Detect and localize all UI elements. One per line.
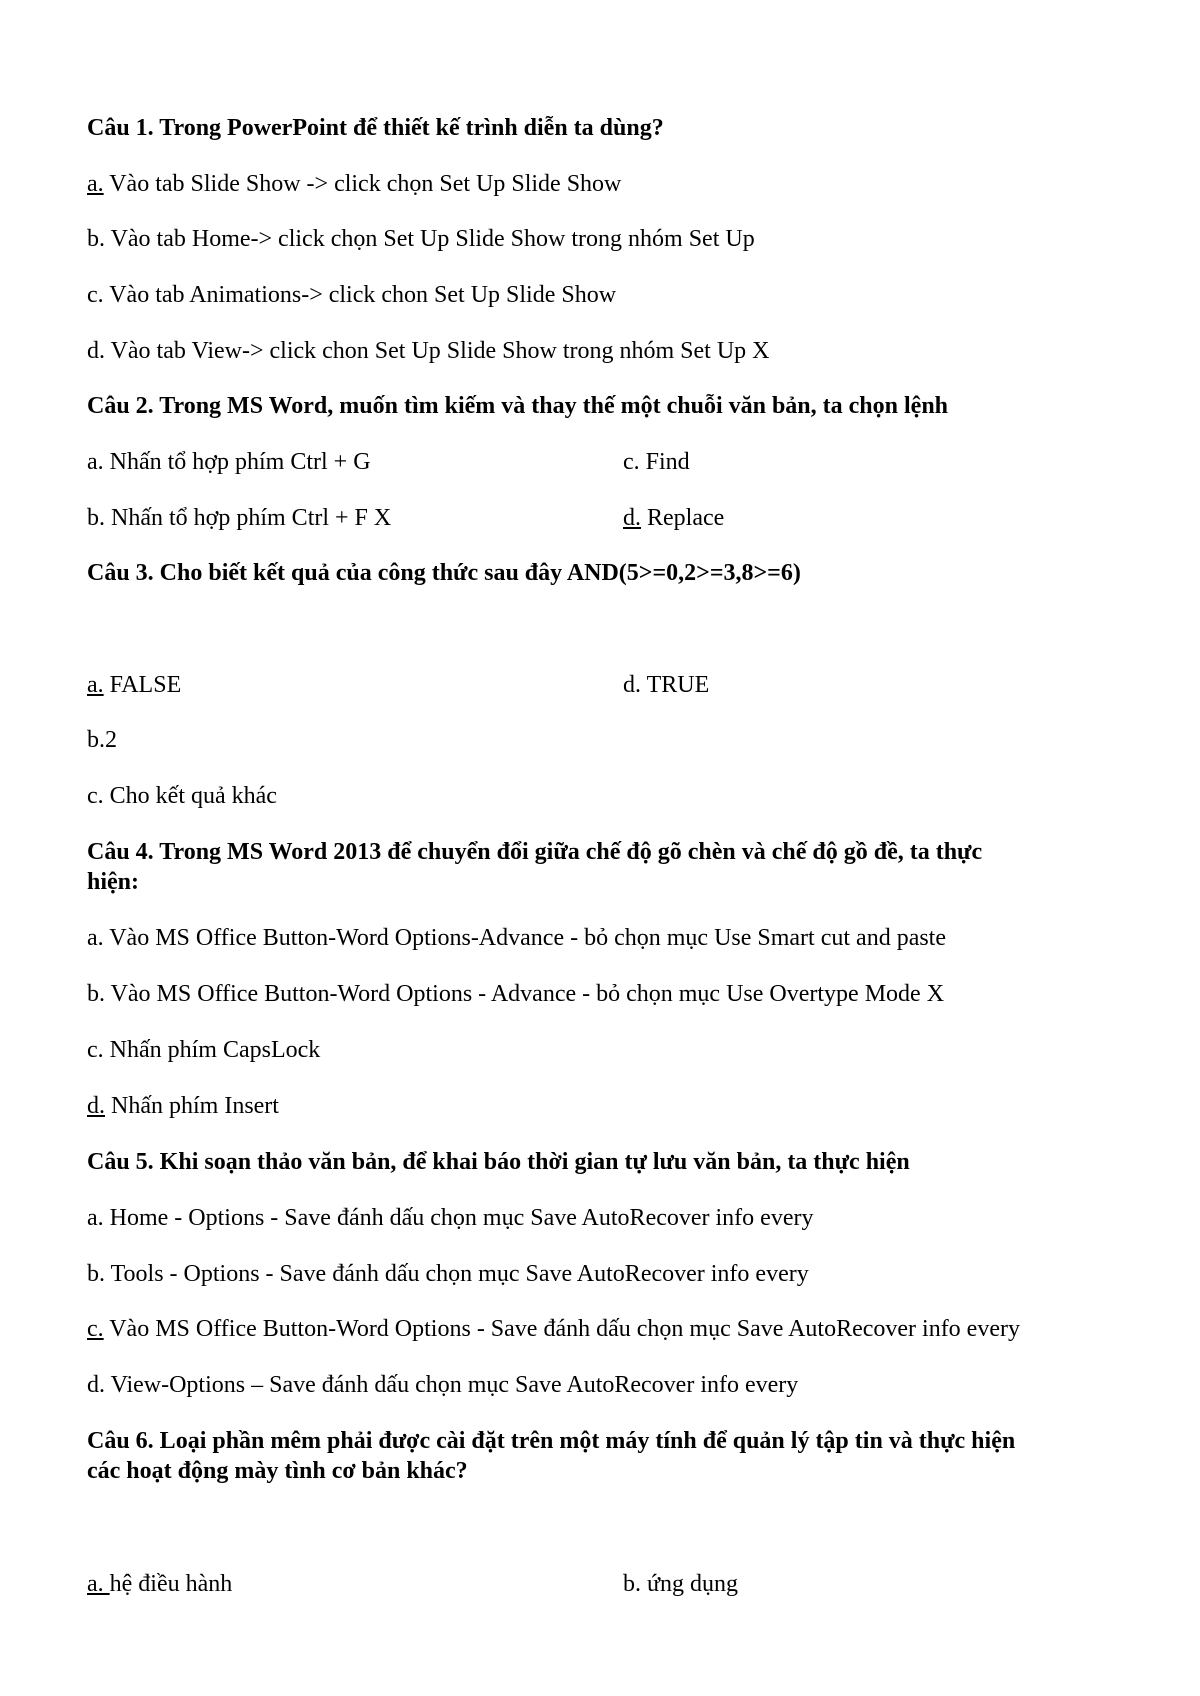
q5-option-b	[87, 1259, 809, 1289]
option-letter: d.	[87, 1372, 105, 1398]
question-3-title: Câu 3. Cho biết kết quả của công thức sau đây AND(5>=0,2>=3,8>=6)	[87, 560, 801, 586]
option-letter: c.	[87, 1037, 104, 1063]
q4-option-b	[87, 979, 944, 1009]
q1-option-c	[87, 280, 616, 310]
option-letter: b.	[87, 1261, 105, 1287]
option-letter: a.	[87, 1571, 110, 1597]
option-letter: d.	[87, 1093, 105, 1119]
option-text: Replace	[641, 505, 725, 531]
option-text: Nhấn phím CapsLock	[103, 1037, 321, 1063]
option-text: Home - Options - Save đánh dấu chọn mục Save AutoRecover info every	[103, 1205, 814, 1231]
q1-option-a	[87, 169, 621, 199]
option-letter: d.	[87, 338, 105, 364]
option-text: Vào tab View-> click chon Set Up Slide Show trong nhóm Set Up X	[105, 338, 770, 364]
q5-option-c	[87, 1314, 1020, 1344]
option-letter: d.	[623, 672, 641, 698]
option-text: Nhấn phím Insert	[105, 1093, 279, 1119]
question-4-title-line-1: Câu 4. Trong MS Word 2013 để chuyển đổi giữa chế độ gõ chèn và chế độ gồ đề, ta thực	[87, 839, 983, 865]
question-4-title-line-2: hiện:	[87, 869, 140, 895]
q3-option-a	[87, 670, 181, 700]
option-letter: c.	[87, 282, 104, 308]
option-letter: c.	[87, 1316, 104, 1342]
q1-option-b	[87, 224, 755, 254]
q4-option-a	[87, 923, 946, 953]
option-letter: b.	[87, 226, 105, 252]
option-letter: b.	[87, 505, 105, 531]
option-text: Vào tab Home-> click chọn Set Up Slide Show trong nhóm Set Up	[105, 226, 755, 252]
option-text: Cho kết quả khác	[103, 783, 277, 809]
question-2-title: Câu 2. Trong MS Word, muốn tìm kiếm và thay thế một chuỗi văn bản, ta chọn lệnh	[87, 393, 949, 419]
q4-option-c	[87, 1035, 320, 1065]
q2-option-d	[623, 503, 724, 533]
option-letter: b.	[87, 981, 105, 1007]
q5-option-d	[87, 1370, 798, 1400]
option-text: 2	[105, 727, 117, 753]
q4-option-d	[87, 1091, 279, 1121]
q6-option-b	[623, 1569, 738, 1599]
option-text: Nhấn tổ hợp phím Ctrl + F X	[105, 505, 392, 531]
option-text: Vào MS Office Button-Word Options-Advance - bỏ chọn mục Use Smart cut and paste	[103, 925, 946, 951]
option-letter: b.	[87, 727, 105, 753]
q5-option-a	[87, 1203, 813, 1233]
option-text: ứng dụng	[641, 1571, 739, 1597]
q3-option-c	[87, 781, 277, 811]
option-letter: a.	[87, 925, 104, 951]
q6-option-a	[87, 1569, 232, 1599]
option-letter: c.	[623, 449, 640, 475]
option-text: Tools - Options - Save đánh dấu chọn mục Save AutoRecover info every	[105, 1261, 809, 1287]
option-text: TRUE	[641, 672, 710, 698]
option-text: Nhấn tổ hợp phím Ctrl + G	[103, 449, 371, 475]
option-letter: d.	[623, 505, 641, 531]
q2-option-b	[87, 503, 391, 533]
option-text: Vào tab Slide Show -> click chọn Set Up Slide Show	[103, 171, 622, 197]
q3-option-b	[87, 725, 117, 755]
question-5-title: Câu 5. Khi soạn thảo văn bản, để khai báo thời gian tự lưu văn bản, ta thực hiện	[87, 1149, 910, 1175]
q2-option-a	[87, 447, 371, 477]
option-text: Vào tab Animations-> click chon Set Up Slide Show	[103, 282, 617, 308]
option-letter: c.	[87, 783, 104, 809]
option-letter: b.	[623, 1571, 641, 1597]
option-text: Vào MS Office Button-Word Options - Advance - bỏ chọn mục Use Overtype Mode X	[105, 981, 945, 1007]
option-letter: a.	[87, 449, 104, 475]
option-text: FALSE	[103, 672, 182, 698]
question-6-title-line-1: Câu 6. Loại phần mêm phải được cài đặt trên một máy tính để quản lý tập tin và thực hiện	[87, 1428, 1016, 1454]
question-6-title-line-2: các hoạt động mày tình cơ bản khác?	[87, 1458, 468, 1484]
option-letter: a.	[87, 672, 104, 698]
option-letter: a.	[87, 171, 104, 197]
option-text: hệ điều hành	[109, 1571, 233, 1597]
q1-option-d	[87, 336, 769, 366]
question-1-title: Câu 1. Trong PowerPoint để thiết kế trình diễn ta dùng?	[87, 115, 664, 141]
q3-option-d	[623, 670, 709, 700]
option-text: View-Options – Save đánh dấu chọn mục Save AutoRecover info every	[105, 1372, 799, 1398]
q2-option-c	[623, 447, 690, 477]
option-text: Find	[639, 449, 690, 475]
option-letter: a.	[87, 1205, 104, 1231]
option-text: Vào MS Office Button-Word Options - Save đánh dấu chọn mục Save AutoRecover info every	[103, 1316, 1020, 1342]
